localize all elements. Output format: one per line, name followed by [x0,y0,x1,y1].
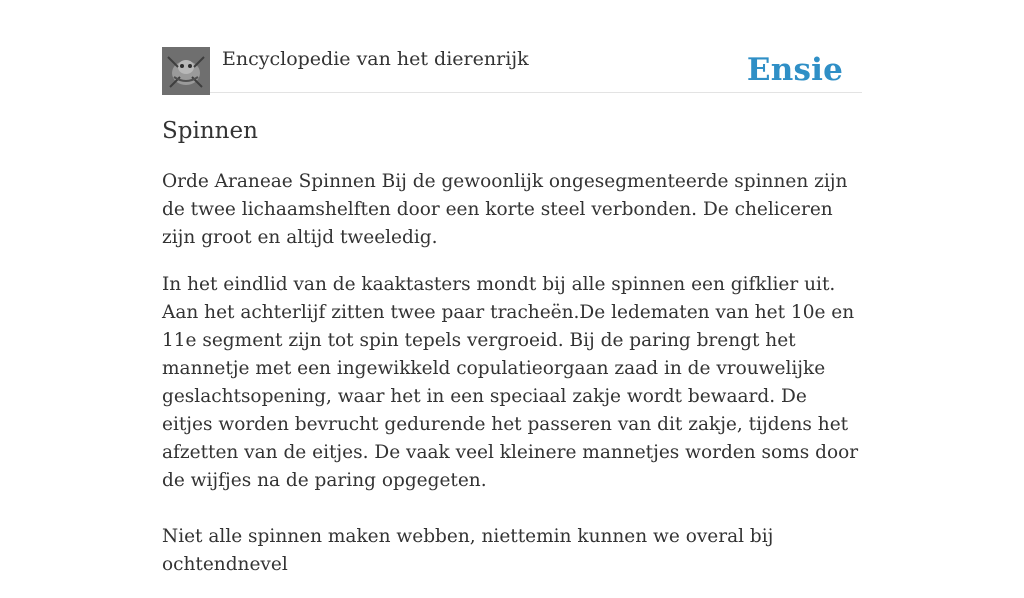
paragraph: Orde Araneae Spinnen Bij de gewoonlijk ongesegmenteerde spinnen zijn de twee lichaamshelften door een korte steel verbonden. De cheliceren zijn groot en altijd tweeledig. [162,171,848,248]
page-title: Spinnen [162,118,258,144]
paragraph: In het eindlid van de kaaktasters mondt bij alle spinnen een gifklier uit. Aan het achterlijf zitten twee paar tracheën.De ledematen van het 10e en 11e segment zijn tot spin tepels vergroeid. Bij de paring brengt het mannetje met een ingewikkeld copulatieorgaan zaad in de vrouwelijke geslachtsopening, waar het in een speciaal zakje wordt bewaard. De eitjes worden bevrucht gedurende het passeren van dit zakje, tijdens het afzetten van de eitjes. De vaak veel kleinere mannetjes worden soms door de wijfjes na de paring opgegeten. [162,274,859,491]
paragraph: Niet alle spinnen maken webben, niettemin kunnen we overal bij ochtendnevel [162,526,774,575]
header [162,47,862,93]
brand-logo[interactable]: Ensie [746,52,843,88]
source-title[interactable]: Encyclopedie van het dierenrijk [222,48,529,70]
animal-photo-avatar-icon [162,47,210,95]
article-body [162,168,862,598]
